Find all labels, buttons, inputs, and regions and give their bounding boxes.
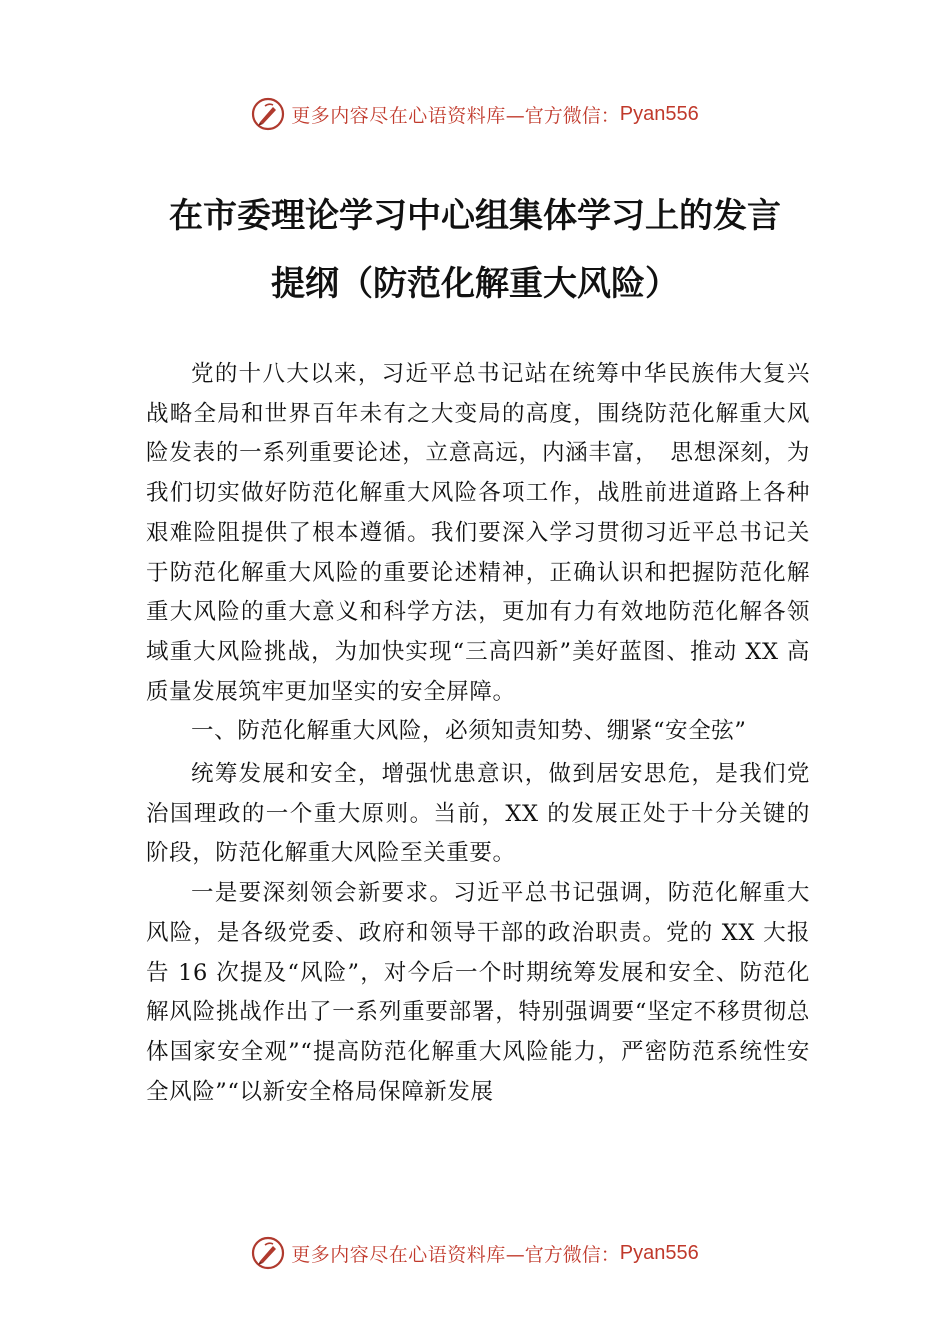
banner-wechat-id: Pyan556	[619, 1241, 699, 1264]
document-title-line-2: 提纲（防范化解重大风险）	[271, 264, 679, 304]
pen-logo-icon	[251, 97, 285, 131]
paragraph-intro: 党的十八大以来，习近平总书记站在统筹中华民族伟大复兴战略全局和世界百年未有之大变局的高度，围绕防范化解重大风险发表的一系列重要论述，立意高远，内涵丰富， 思想深刻，为我们切实做好防范化解重大风险各项工作，战胜前进道路上各种艰难险阻提供了根本遵循。我们要深入学习贯彻习近平总书记关于防范化解重大风险的重要论述精神，正确认识和把握防范化解重大风险的重大意义和科学方法，更加有力有效地防范化解各领域重大风险挑战，为加快实现“三高四新”美好蓝图、推动 XX 高质量发展筑牢更加坚实的安全屏障。	[146, 361, 810, 705]
document-title-line-1: 在市委理论学习中心组集体学习上的发言	[169, 196, 781, 236]
pen-logo-icon	[251, 1236, 285, 1270]
footer-banner	[0, 1231, 950, 1275]
paragraph-3: 一是要深刻领会新要求。习近平总书记强调，防范化解重大风险，是各级党委、政府和领导干部的政治职责。党的 XX 大报告 16 次提及“风险”，对今后一个时期统筹发展和安全、防范化解风险挑战作出了一系列重要部署，特别强调要“坚定不移贯彻总体国家安全观”“提高防范化解重大风险能力，严密防范系统性安全风险”“以新安全格局保障新发展	[146, 880, 810, 1105]
banner-wechat-id: Pyan556	[619, 102, 699, 125]
banner-text: 更多内容尽在心语资料库	[291, 1243, 506, 1266]
banner-text: 更多内容尽在心语资料库	[291, 104, 506, 127]
section-heading-1: 一、防范化解重大风险，必须知责知势、绷紧“安全弦”	[191, 718, 747, 745]
banner-separator: —官方微信：	[505, 1243, 620, 1266]
banner-separator: —官方微信：	[505, 104, 620, 127]
paragraph-2: 统筹发展和安全，增强忧患意识，做到居安思危，是我们党治国理政的一个重大原则。当前，XX 的发展正处于十分关键的阶段，防范化解重大风险至关重要。	[146, 761, 810, 867]
document-body	[146, 355, 810, 1112]
header-banner	[0, 92, 950, 136]
